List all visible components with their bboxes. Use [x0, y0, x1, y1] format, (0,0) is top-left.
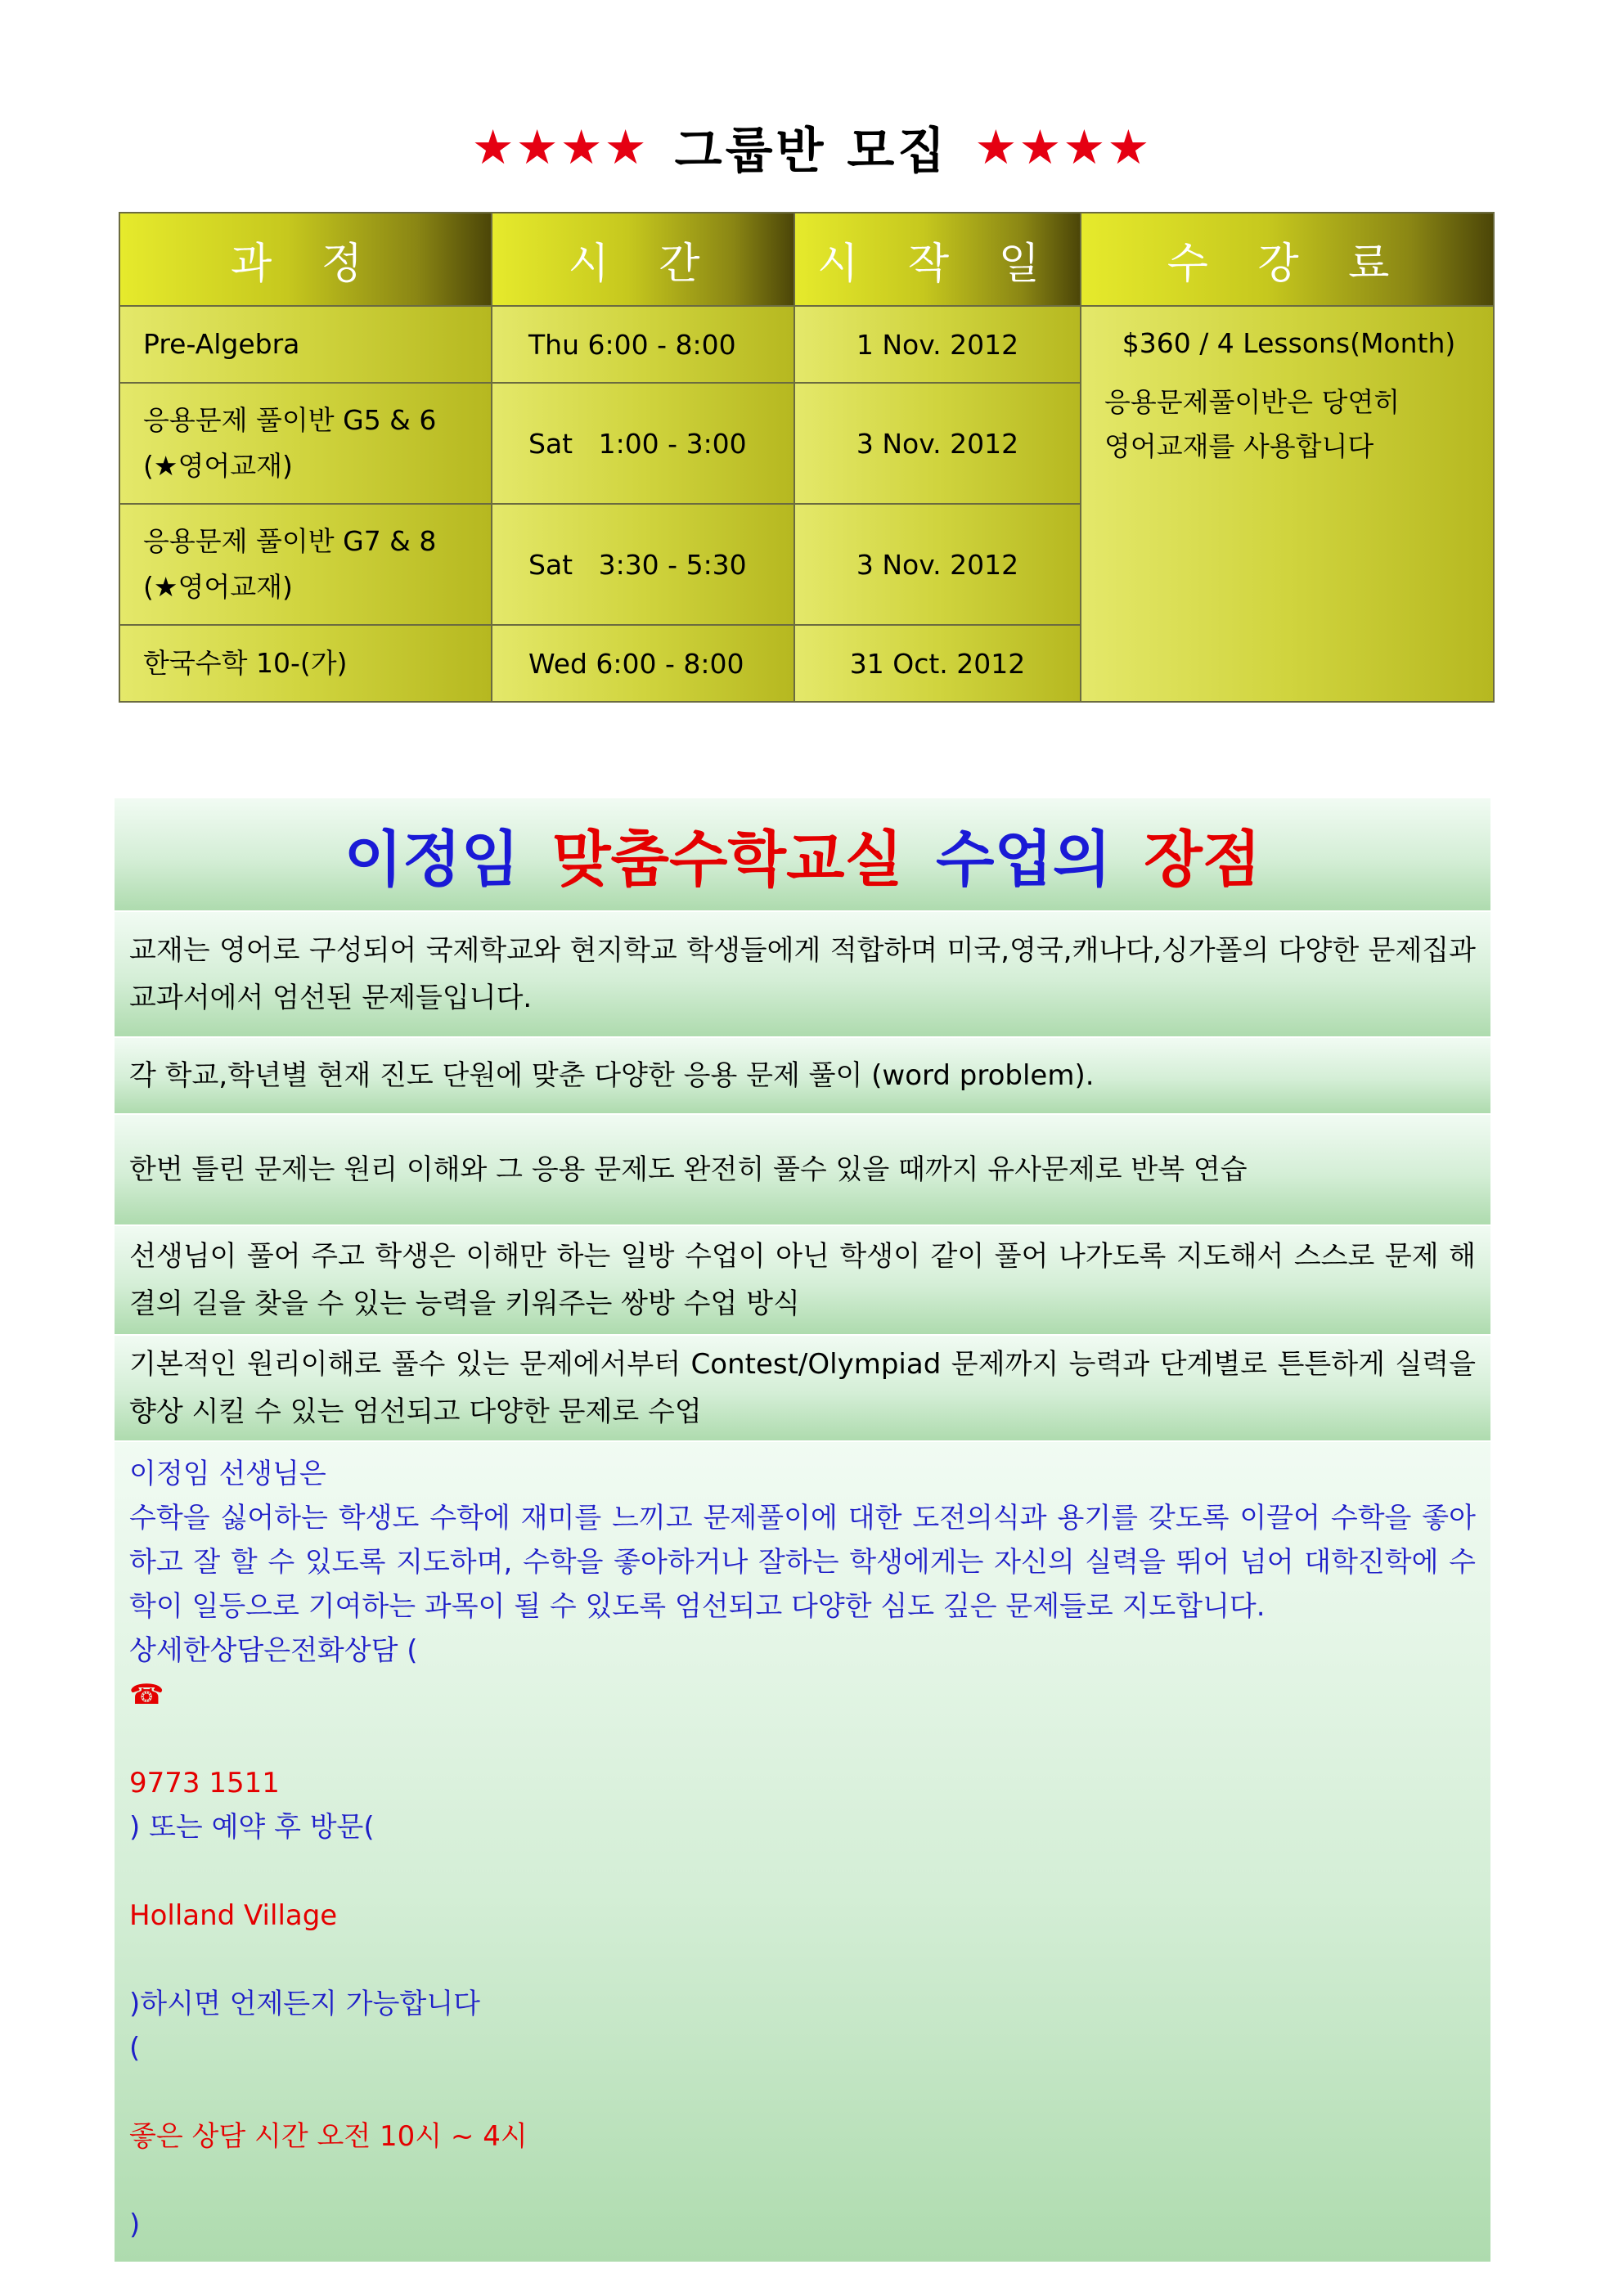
title-text: 그룹반 모집	[674, 123, 949, 180]
header-course: 과 정	[119, 213, 492, 306]
fee-note-line2: 영어교재를 사용합니다	[1104, 430, 1374, 462]
time-cell: Sat 3:30 - 5:30	[492, 504, 794, 625]
advantages-section	[115, 798, 1490, 2263]
heading-class: 수업의	[935, 824, 1112, 895]
contact-mid: ) 또는 예약 후 방문(	[129, 1811, 375, 1844]
star-decoration-right: ★★★★	[974, 119, 1152, 175]
course-cell	[119, 383, 492, 504]
start-cell: 31 Oct. 2012	[794, 625, 1081, 702]
star-decoration-left: ★★★★	[471, 119, 649, 175]
fee-cell	[1081, 306, 1494, 702]
header-start-date: 시 작 일	[794, 213, 1081, 306]
advantage-item	[115, 912, 1490, 1038]
advantage-item	[115, 1226, 1490, 1336]
time-cell: Thu 6:00 - 8:00	[492, 306, 794, 383]
contact-line	[129, 1629, 1476, 2026]
hours-open: (	[129, 2032, 141, 2065]
advantage-text: 각 학교,학년별 현재 진도 단원에 맞춘 다양한 응용 문제 풀이 (word problem).	[129, 1059, 1095, 1092]
table-row	[119, 306, 1494, 383]
course-cell: Pre-Algebra	[119, 306, 492, 383]
phone-number: 9773 1511	[129, 1767, 280, 1800]
visit-place: Holland Village	[129, 1899, 338, 1932]
hours-close: )	[129, 2208, 141, 2241]
advantage-text: 선생님이 풀어 주고 학생은 이해만 하는 일방 수업이 아닌 학생이 같이 풀어 나가도록 지도해서 스스로 문제 해결의 길을 찾을 수 있는 능력을 키워주는 쌍방 수업 방식	[129, 1240, 1476, 1320]
heading-name: 이정임	[344, 824, 520, 895]
schedule-table	[119, 212, 1495, 703]
course-name: 응용문제 풀이반 G5 & 6	[143, 404, 437, 436]
advantage-text: 교재는 영어로 구성되어 국제학교와 현지학교 학생들에게 적합하며 미국,영국,캐나다,싱가폴의 다양한 문제집과 교과서에서 엄선된 문제들입니다.	[129, 934, 1476, 1014]
time-cell: Wed 6:00 - 8:00	[492, 625, 794, 702]
header-fee: 수 강 료	[1081, 213, 1494, 306]
fee-price: $360 / 4 Lessons(Month)	[1122, 327, 1456, 359]
page-title	[0, 106, 1623, 188]
teacher-intro: 이정임 선생님은	[129, 1458, 326, 1490]
fee-note-line1: 응용문제풀이반은 당연히	[1104, 386, 1400, 418]
advantage-item	[115, 1336, 1490, 1442]
contact-suffix: )하시면 언제든지 가능합니다	[129, 1988, 481, 2020]
course-note: (★영어교재)	[143, 571, 293, 603]
course-note: (★영어교재)	[143, 450, 293, 482]
start-cell: 3 Nov. 2012	[794, 383, 1081, 504]
heading-merit: 장점	[1144, 824, 1261, 895]
hours-line	[129, 2026, 1476, 2247]
advantage-item	[115, 1115, 1490, 1226]
start-cell: 3 Nov. 2012	[794, 504, 1081, 625]
course-name: 응용문제 풀이반 G7 & 8	[143, 525, 437, 557]
schedule-header-row	[119, 213, 1494, 306]
consult-hours: 좋은 상담 시간 오전 10시 ~ 4시	[129, 2120, 528, 2153]
contact-prefix: 상세한상담은전화상담 (	[129, 1634, 418, 1667]
time-cell: Sat 1:00 - 3:00	[492, 383, 794, 504]
phone-icon: ☎	[129, 1678, 164, 1711]
advantage-text: 한번 틀린 문제는 원리 이해와 그 응용 문제도 완전히 풀수 있을 때까지 유사문제로 반복 연습	[129, 1153, 1248, 1186]
teacher-body: 수학을 싫어하는 학생도 수학에 재미를 느끼고 문제풀이에 대한 도전의식과 용기를 갖도록 이끌어 수학을 좋아하고 잘 할 수 있도록 지도하며, 수학을 좋아하거나 잘하는 학생에게는 자신의 실력을 뛰어 넘어 대학진학에 수학이 일등으로 기여하는 과목이 될 수 있도록 엄선되고 다양한 심도 깊은 문제들로 지도합니다.	[129, 1502, 1476, 1623]
start-cell: 1 Nov. 2012	[794, 306, 1081, 383]
heading-brand: 맞춤수학교실	[552, 824, 903, 895]
teacher-intro-block	[115, 1442, 1490, 2263]
advantage-item	[115, 1038, 1490, 1115]
advantage-text: 기본적인 원리이해로 풀수 있는 문제에서부터 Contest/Olympiad 문제까지 능력과 단계별로 튼튼하게 실력을 향상 시킬 수 있는 엄선되고 다양한 문제로 수업	[129, 1348, 1476, 1428]
course-cell: 한국수학 10-(가)	[119, 625, 492, 702]
course-cell	[119, 504, 492, 625]
header-time: 시 간	[492, 213, 794, 306]
advantages-heading	[115, 798, 1490, 912]
